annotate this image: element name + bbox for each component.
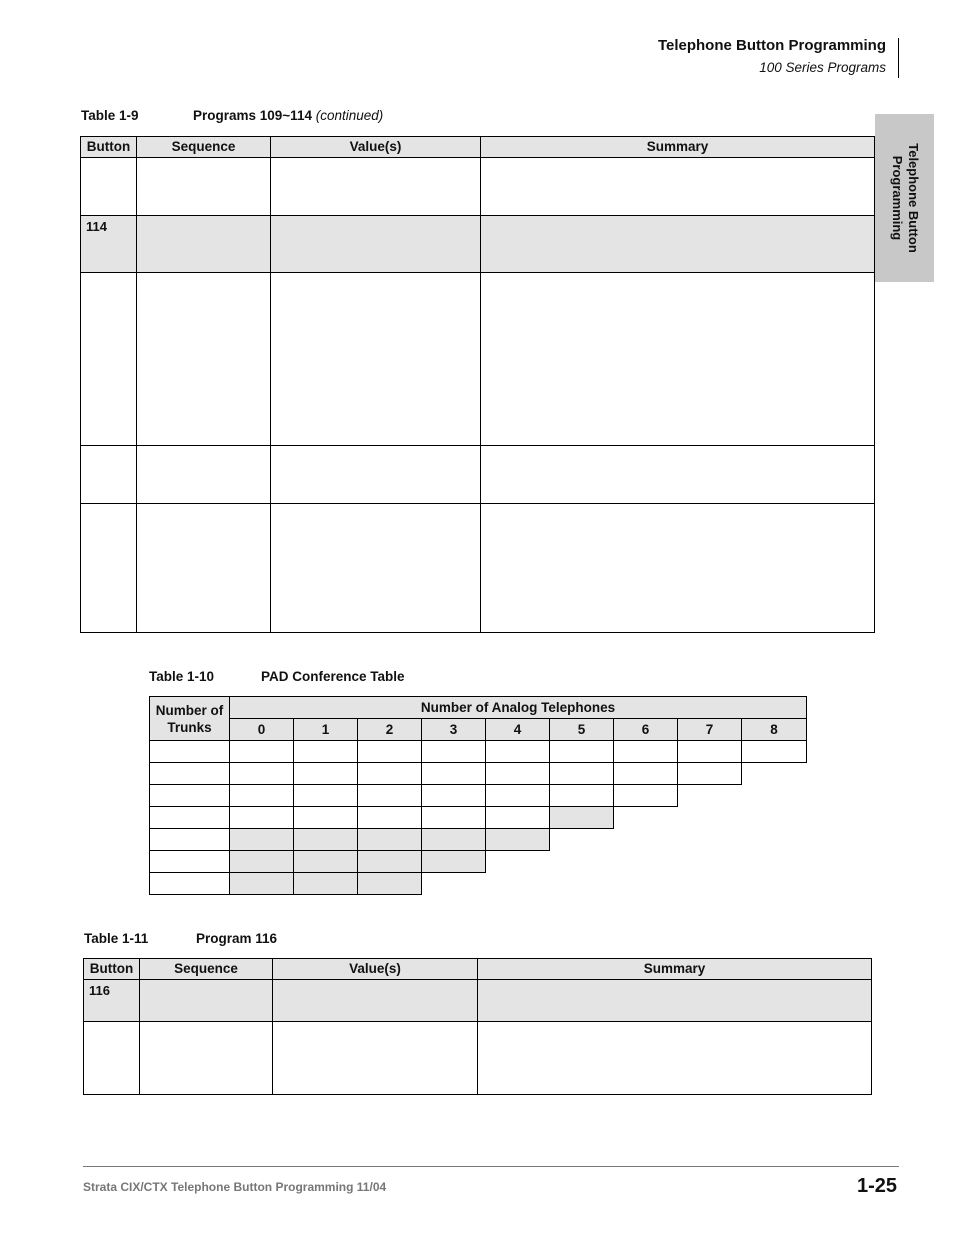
- table9-caption-title: [193, 108, 383, 123]
- cell: [358, 741, 422, 763]
- empty-space: [678, 807, 742, 829]
- cell: [550, 741, 614, 763]
- table-row: [150, 807, 807, 829]
- cell-button: [81, 504, 137, 633]
- cell: [294, 741, 358, 763]
- table-row: [150, 829, 807, 851]
- empty-space: [550, 829, 614, 851]
- table9-caption-number: Table 1-9: [81, 108, 139, 123]
- side-tab-line-2: Programming: [889, 155, 905, 241]
- cell-trunks: [150, 873, 230, 895]
- cell-button: 116: [84, 980, 140, 1022]
- chapter-side-tab[interactable]: [875, 114, 934, 282]
- empty-space: [614, 807, 678, 829]
- empty-space: [742, 851, 807, 873]
- empty-space: [486, 851, 550, 873]
- cell-summary: [481, 216, 875, 273]
- empty-space: [614, 873, 678, 895]
- col-header-summary: Summary: [478, 959, 872, 980]
- col-header-6: 6: [614, 719, 678, 741]
- cell-trunks: [150, 807, 230, 829]
- cell-trunks: [150, 785, 230, 807]
- row-header-number-of-trunks: Number of Trunks: [150, 697, 230, 741]
- table-programs-109-114: [80, 136, 875, 633]
- cell-shaded: [294, 873, 358, 895]
- empty-space: [486, 873, 550, 895]
- cell-shaded: [230, 873, 294, 895]
- empty-space: [614, 829, 678, 851]
- table9-caption-title-text: Programs 109~114: [193, 108, 312, 123]
- cell-values: [273, 1022, 478, 1095]
- running-header-title: Telephone Button Programming: [657, 37, 886, 54]
- cell-trunks: [150, 763, 230, 785]
- cell-sequence: [140, 1022, 273, 1095]
- cell: [614, 763, 678, 785]
- cell: [230, 741, 294, 763]
- cell-shaded: [358, 873, 422, 895]
- empty-space: [742, 873, 807, 895]
- col-header-1: 1: [294, 719, 358, 741]
- cell-button: [84, 1022, 140, 1095]
- table11-caption-title: Program 116: [196, 931, 278, 946]
- table10-caption-title: PAD Conference Table: [261, 669, 405, 684]
- cell-shaded: [358, 829, 422, 851]
- cell-sequence: [137, 504, 271, 633]
- cell-shaded: [486, 829, 550, 851]
- table-header-row: [150, 719, 807, 741]
- col-header-summary: Summary: [481, 137, 875, 158]
- cell: [358, 807, 422, 829]
- cell-shaded: [230, 829, 294, 851]
- col-header-4: 4: [486, 719, 550, 741]
- col-header-values: Value(s): [271, 137, 481, 158]
- table-row: [84, 1022, 872, 1095]
- table-row: [81, 216, 875, 273]
- table10-caption-number: Table 1-10: [149, 669, 215, 684]
- cell: [678, 741, 742, 763]
- cell-shaded: [422, 851, 486, 873]
- empty-space: [678, 829, 742, 851]
- col-header-button: Button: [81, 137, 137, 158]
- page-number: 1-25: [856, 1175, 897, 1197]
- empty-space: [614, 851, 678, 873]
- table-row: [150, 741, 807, 763]
- col-header-0: 0: [230, 719, 294, 741]
- empty-space: [550, 851, 614, 873]
- cell-button: 114: [81, 216, 137, 273]
- col-header-button: Button: [84, 959, 140, 980]
- running-header-subtitle: 100 Series Programs: [759, 60, 886, 75]
- cell-summary: [478, 1022, 872, 1095]
- table-row: [150, 763, 807, 785]
- cell: [422, 741, 486, 763]
- header-rule: [898, 38, 899, 78]
- cell-shaded: [230, 851, 294, 873]
- cell: [422, 763, 486, 785]
- cell-summary: [481, 446, 875, 504]
- cell: [614, 741, 678, 763]
- col-header-3: 3: [422, 719, 486, 741]
- cell-summary: [481, 158, 875, 216]
- empty-space: [678, 785, 742, 807]
- empty-space: [550, 873, 614, 895]
- cell: [550, 785, 614, 807]
- empty-space: [678, 851, 742, 873]
- cell-shaded: [294, 829, 358, 851]
- cell: [614, 785, 678, 807]
- empty-space: [742, 763, 807, 785]
- cell-shaded: [294, 851, 358, 873]
- cell: [294, 763, 358, 785]
- cell-values: [271, 273, 481, 446]
- group-header-analog-telephones: Number of Analog Telephones: [230, 697, 807, 719]
- cell-trunks: [150, 741, 230, 763]
- table-header-row: [150, 697, 807, 719]
- table-row: [81, 158, 875, 216]
- cell-values: [271, 504, 481, 633]
- col-header-5: 5: [550, 719, 614, 741]
- cell: [550, 763, 614, 785]
- table9-caption-note: (continued): [315, 108, 384, 123]
- cell-values: [271, 158, 481, 216]
- col-header-sequence: Sequence: [140, 959, 273, 980]
- cell: [486, 807, 550, 829]
- cell-shaded: [550, 807, 614, 829]
- empty-space: [742, 807, 807, 829]
- cell-values: [271, 446, 481, 504]
- table-row: [84, 980, 872, 1022]
- cell-sequence: [137, 446, 271, 504]
- cell: [230, 807, 294, 829]
- cell-sequence: [140, 980, 273, 1022]
- col-header-2: 2: [358, 719, 422, 741]
- cell-summary: [478, 980, 872, 1022]
- table-row: [150, 851, 807, 873]
- cell-button: [81, 446, 137, 504]
- side-tab-line-1: Telephone Button: [905, 143, 921, 253]
- cell-sequence: [137, 273, 271, 446]
- col-header-sequence: Sequence: [137, 137, 271, 158]
- empty-space: [678, 873, 742, 895]
- table-row: [150, 873, 807, 895]
- cell: [358, 763, 422, 785]
- side-tab-label: [889, 143, 921, 253]
- cell-shaded: [358, 851, 422, 873]
- cell: [422, 785, 486, 807]
- cell: [486, 763, 550, 785]
- cell: [358, 785, 422, 807]
- footer-text: Strata CIX/CTX Telephone Button Programming 11/04: [83, 1180, 387, 1194]
- table-header-row: [81, 137, 875, 158]
- cell: [294, 785, 358, 807]
- cell-values: [271, 216, 481, 273]
- cell-shaded: [422, 829, 486, 851]
- cell-sequence: [137, 216, 271, 273]
- footer-rule: [83, 1166, 899, 1167]
- cell: [742, 741, 807, 763]
- cell: [486, 741, 550, 763]
- table-header-row: [84, 959, 872, 980]
- cell: [294, 807, 358, 829]
- table11-caption-number: Table 1-11: [84, 931, 149, 946]
- cell-trunks: [150, 829, 230, 851]
- cell-values: [273, 980, 478, 1022]
- cell-button: [81, 273, 137, 446]
- cell-trunks: [150, 851, 230, 873]
- cell: [230, 785, 294, 807]
- cell-summary: [481, 273, 875, 446]
- table-row: [150, 785, 807, 807]
- col-header-7: 7: [678, 719, 742, 741]
- cell: [486, 785, 550, 807]
- col-header-values: Value(s): [273, 959, 478, 980]
- table-pad-conference: [149, 696, 807, 895]
- table-program-116: [83, 958, 872, 1095]
- cell: [422, 807, 486, 829]
- cell: [678, 763, 742, 785]
- cell-button: [81, 158, 137, 216]
- table-row: [81, 273, 875, 446]
- table-row: [81, 504, 875, 633]
- empty-space: [742, 785, 807, 807]
- cell-sequence: [137, 158, 271, 216]
- empty-space: [742, 829, 807, 851]
- cell: [230, 763, 294, 785]
- table-row: [81, 446, 875, 504]
- col-header-8: 8: [742, 719, 807, 741]
- empty-space: [422, 873, 486, 895]
- cell-summary: [481, 504, 875, 633]
